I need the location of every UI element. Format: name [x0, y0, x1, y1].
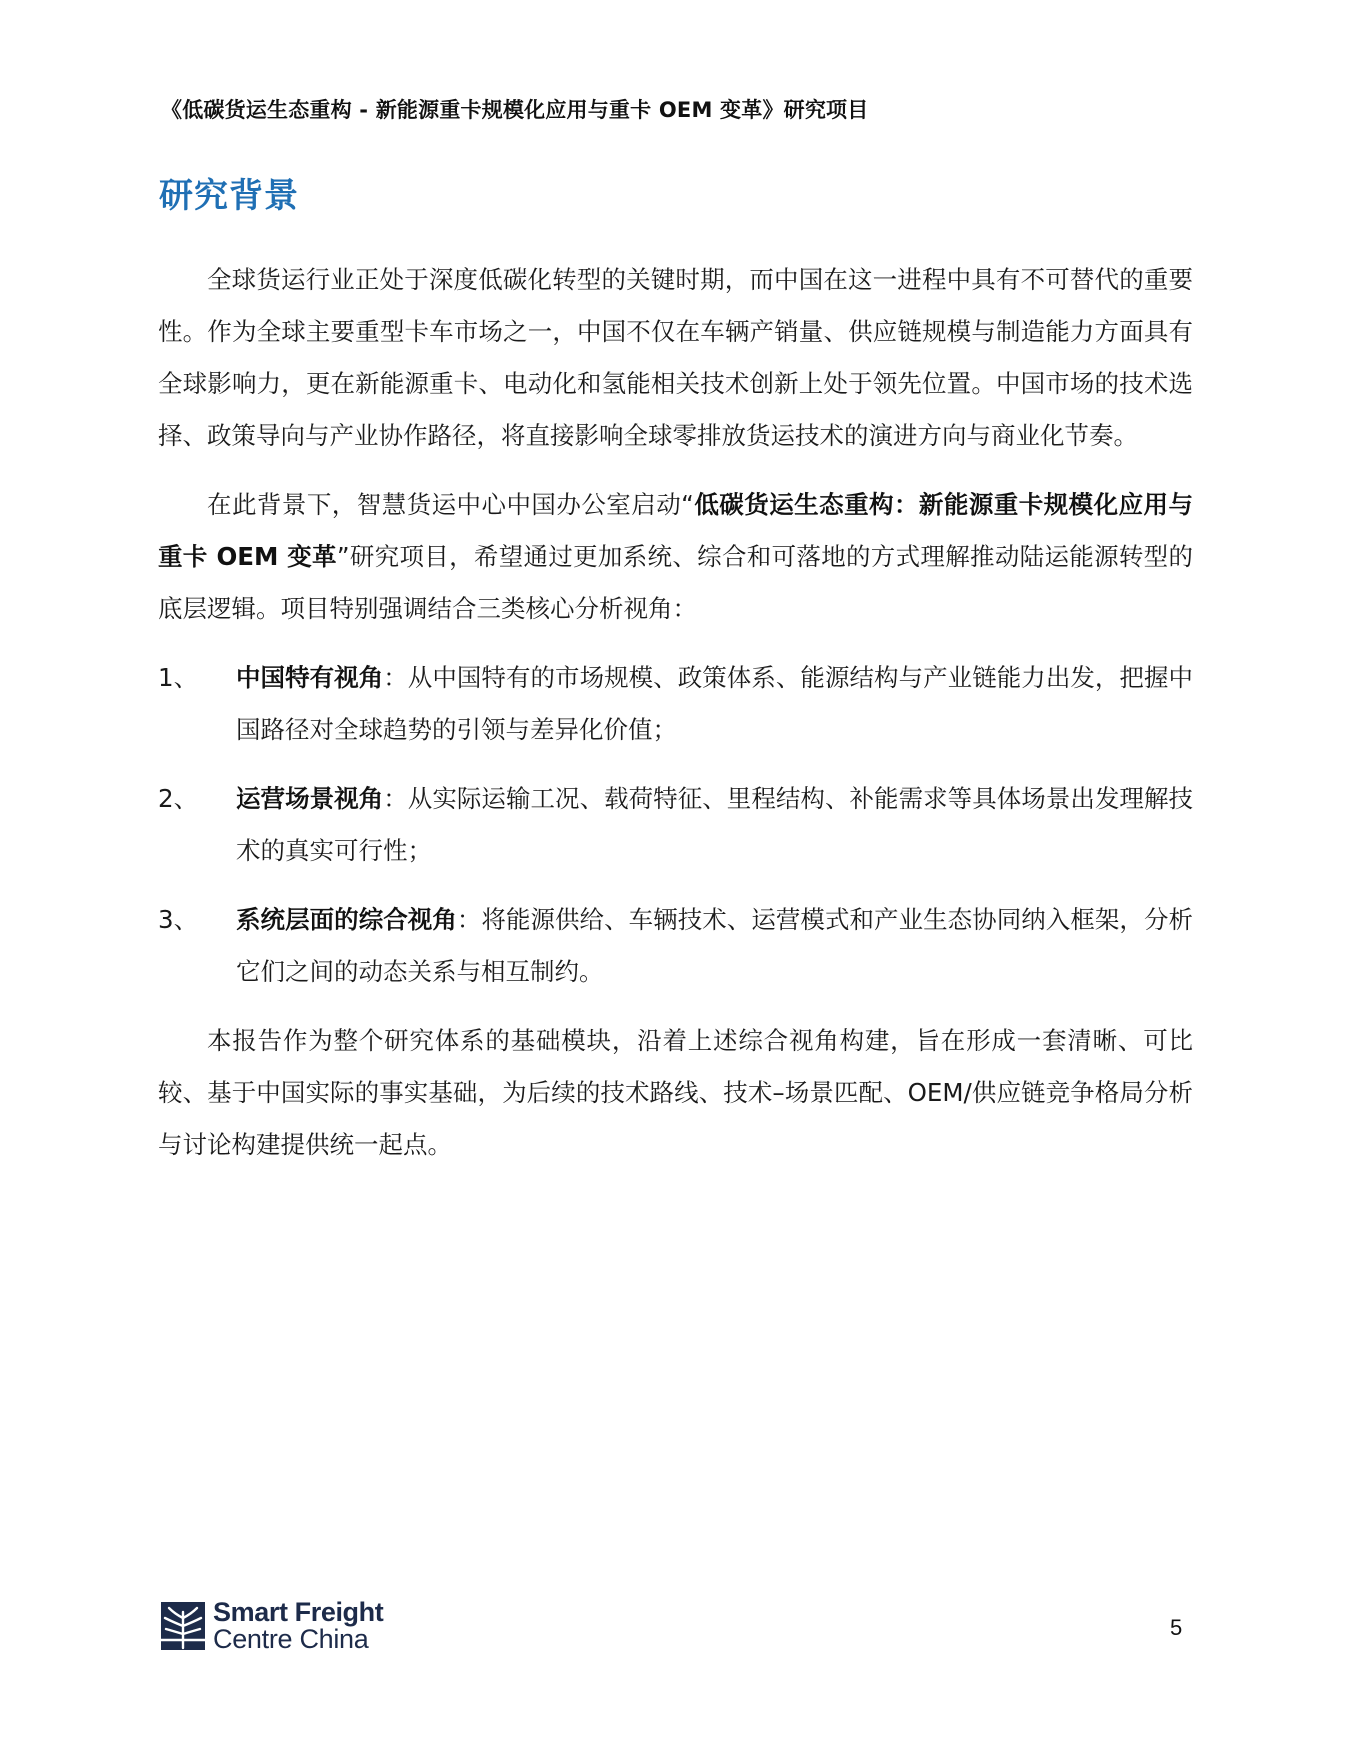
list-item-body: ：将能源供给、车辆技术、运营模式和产业生态协同纳入框架，分析它们之间的动态关系与相互制约。: [236, 905, 1194, 986]
list-item-lead: 系统层面的综合视角: [236, 905, 457, 934]
body-text: [158, 254, 1193, 1188]
paragraph-2-rest: ”研究项目，希望通过更加系统、综合和可落地的方式理解推动陆运能源转型的底层逻辑。项目特别强调结合三类核心分析视角：: [158, 542, 1193, 623]
list-item-body: ：从中国特有的市场规模、政策体系、能源结构与产业链能力出发，把握中国路径对全球趋势的引领与差异化价值；: [236, 663, 1194, 744]
list-item-lead: 运营场景视角: [236, 784, 384, 813]
section-title: 研究背景: [159, 176, 299, 216]
tree-icon: [161, 1602, 205, 1650]
list-item-text: [236, 773, 1193, 877]
list-item: [158, 894, 1193, 998]
list-item-lead: 中国特有视角: [236, 663, 384, 692]
list-item-body: ：从实际运输工况、载荷特征、里程结构、补能需求等具体场景出发理解技术的真实可行性；: [236, 784, 1194, 865]
footer-logo: [161, 1599, 383, 1653]
list-item-text: [236, 894, 1193, 998]
paragraph-2-intro: 在此背景下，智慧货运中心中国办公室启动“: [207, 490, 694, 519]
list-item: [158, 773, 1193, 877]
list-item-text: [236, 652, 1193, 756]
list-item-number: 2、: [158, 784, 199, 813]
logo-line-1: Smart Freight: [213, 1597, 384, 1627]
running-header: 《低碳货运生态重构 - 新能源重卡规模化应用与重卡 OEM 变革》研究项目: [161, 98, 869, 122]
project-title-bold: 低碳货运生态重构：新能源重卡规模化应用与重卡 OEM 变革: [158, 490, 1193, 571]
logo-line-2: Centre China: [213, 1624, 369, 1654]
paragraph-1: 全球货运行业正处于深度低碳化转型的关键时期，而中国在这一进程中具有不可替代的重要性。作为全球主要重型卡车市场之一，中国不仅在车辆产销量、供应链规模与制造能力方面具有全球影响力，更在新能源重卡、电动化和氢能相关技术创新上处于领先位置。中国市场的技术选择、政策导向与产业协作路径，将直接影响全球零排放货运技术的演进方向与商业化节奏。: [158, 265, 1193, 450]
logo-wordmark: [213, 1599, 383, 1653]
list-item-number: 1、: [158, 663, 199, 692]
list-item: [158, 652, 1193, 756]
perspective-list: [158, 652, 1193, 998]
paragraph-2: [158, 479, 1193, 635]
page-number: 5: [1170, 1615, 1183, 1640]
paragraph-3: 本报告作为整个研究体系的基础模块，沿着上述综合视角构建，旨在形成一套清晰、可比较、基于中国实际的事实基础，为后续的技术路线、技术–场景匹配、OEM/供应链竞争格局分析与讨论构建提供统一起点。: [158, 1026, 1193, 1159]
list-item-number: 3、: [158, 905, 199, 934]
